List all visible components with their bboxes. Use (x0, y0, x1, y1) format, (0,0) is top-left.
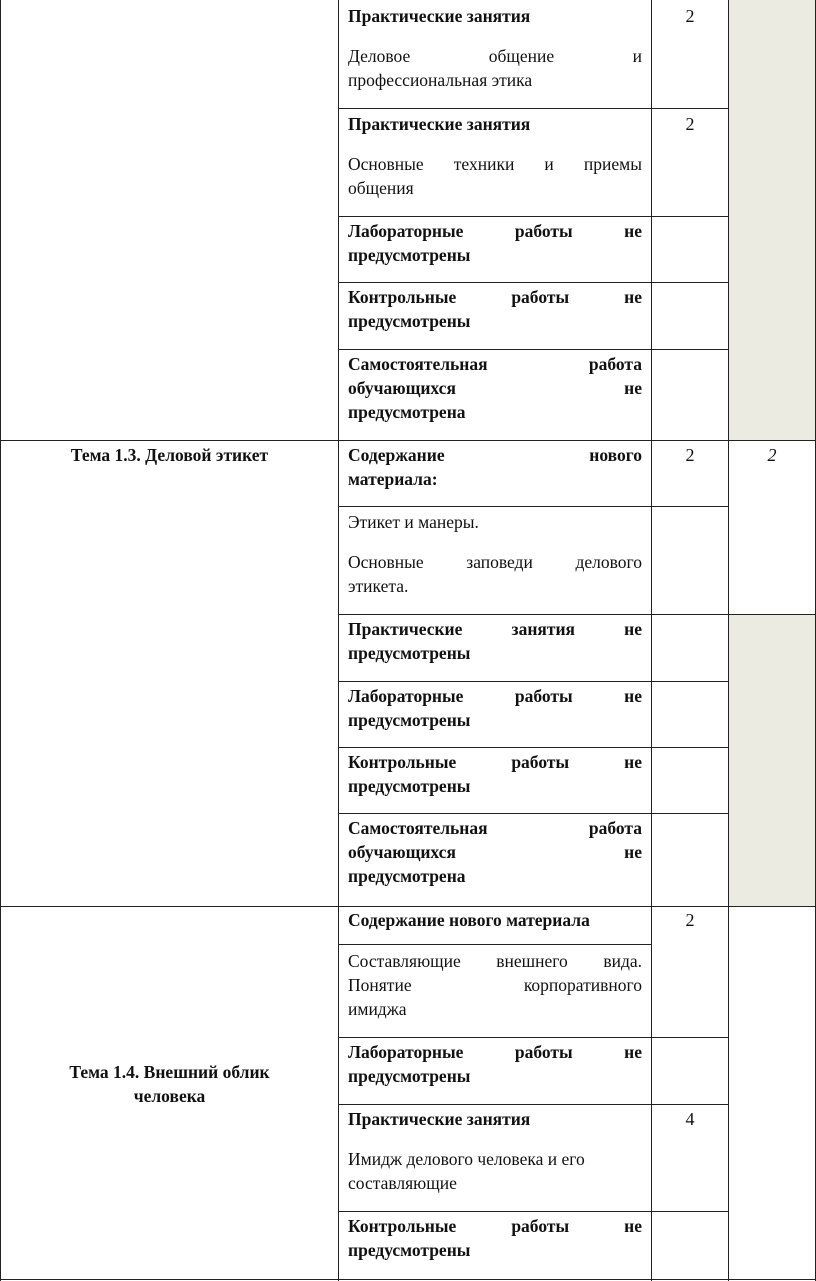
practice-note-line: Практические занятия не (348, 619, 642, 639)
hours-value: 2 (685, 6, 695, 26)
row-divider (338, 108, 728, 109)
control-note-line: предусмотрены (348, 311, 471, 331)
practice-heading: Практические занятия (348, 6, 531, 26)
hours-value: 4 (685, 1109, 695, 1129)
row-divider (338, 1037, 728, 1038)
table-border-col2 (651, 0, 652, 1281)
control-note-line: Контрольные работы не (348, 1216, 642, 1236)
row-divider (338, 1104, 728, 1105)
lab-note-line: Лабораторные работы не (348, 686, 642, 706)
content-heading-line: материала: (348, 469, 438, 489)
lab-note-line: Лабораторные работы не (348, 1042, 642, 1062)
content-desc-line: Составляющие внешнего вида. (348, 951, 642, 971)
control-note-line: предусмотрены (348, 1240, 471, 1260)
table-border-bottom (0, 1279, 816, 1280)
selfwork-note-line: предусмотрена (348, 866, 466, 886)
control-note-line: Контрольные работы не (348, 287, 642, 307)
row-divider (338, 1211, 728, 1212)
row-divider (338, 216, 728, 217)
row-divider (338, 349, 728, 350)
lab-note-line: предусмотрены (348, 710, 471, 730)
practice-body-line: составляющие (348, 1173, 457, 1193)
shaded-cell-block1 (729, 0, 815, 440)
block-divider (0, 440, 816, 441)
table-border-col3 (728, 0, 729, 1281)
block-divider (0, 906, 816, 907)
row-divider (338, 747, 728, 748)
selfwork-note-line: обучающихся не (348, 378, 642, 398)
row-divider (338, 506, 728, 507)
row-divider (338, 681, 728, 682)
hours-value: 2 (685, 445, 695, 465)
row-divider (338, 944, 651, 945)
content-item: Этикет и манеры. (348, 512, 479, 532)
row-divider (338, 614, 816, 615)
control-note-line: Контрольные работы не (348, 752, 642, 772)
content-desc-line: Понятие корпоративного (348, 975, 642, 995)
content-heading-line: Содержание нового (348, 445, 642, 465)
topic-title-line: человека (133, 1086, 206, 1106)
shaded-cell-block2 (729, 614, 815, 906)
row-divider (338, 813, 728, 814)
selfwork-note-line: предусмотрена (348, 402, 466, 422)
hours-value: 2 (685, 114, 695, 134)
lab-note-line: предусмотрены (348, 1066, 471, 1086)
content-desc-line: имиджа (348, 999, 407, 1019)
lab-note-line: предусмотрены (348, 245, 471, 265)
topic-title: Тема 1.3. Деловой этикет (70, 445, 269, 465)
practice-body-line: Деловое общение и (348, 46, 642, 66)
lab-note-line: Лабораторные работы не (348, 221, 642, 241)
table-border-col1 (338, 0, 339, 1281)
selfwork-note-line: Самостоятельная работа (348, 354, 642, 374)
practice-heading: Практические занятия (348, 1109, 531, 1129)
selfwork-note-line: обучающихся не (348, 842, 642, 862)
practice-body-line: общения (348, 178, 414, 198)
level-value: 2 (767, 445, 777, 465)
content-heading: Содержание нового материала (348, 910, 590, 930)
practice-body-line: Основные техники и приемы (348, 154, 642, 174)
practice-body-line: Имидж делового человека и его (348, 1149, 585, 1169)
practice-heading: Практические занятия (348, 114, 531, 134)
control-note-line: предусмотрены (348, 776, 471, 796)
content-item-line: Основные заповеди делового (348, 552, 642, 572)
topic-title-line: Тема 1.4. Внешний облик (69, 1062, 270, 1082)
hours-value: 2 (685, 910, 695, 930)
selfwork-note-line: Самостоятельная работа (348, 818, 642, 838)
content-item-line: этикета. (348, 576, 409, 596)
practice-note-line: предусмотрены (348, 643, 471, 663)
practice-body-line: профессиональная этика (348, 70, 533, 90)
row-divider (338, 282, 728, 283)
